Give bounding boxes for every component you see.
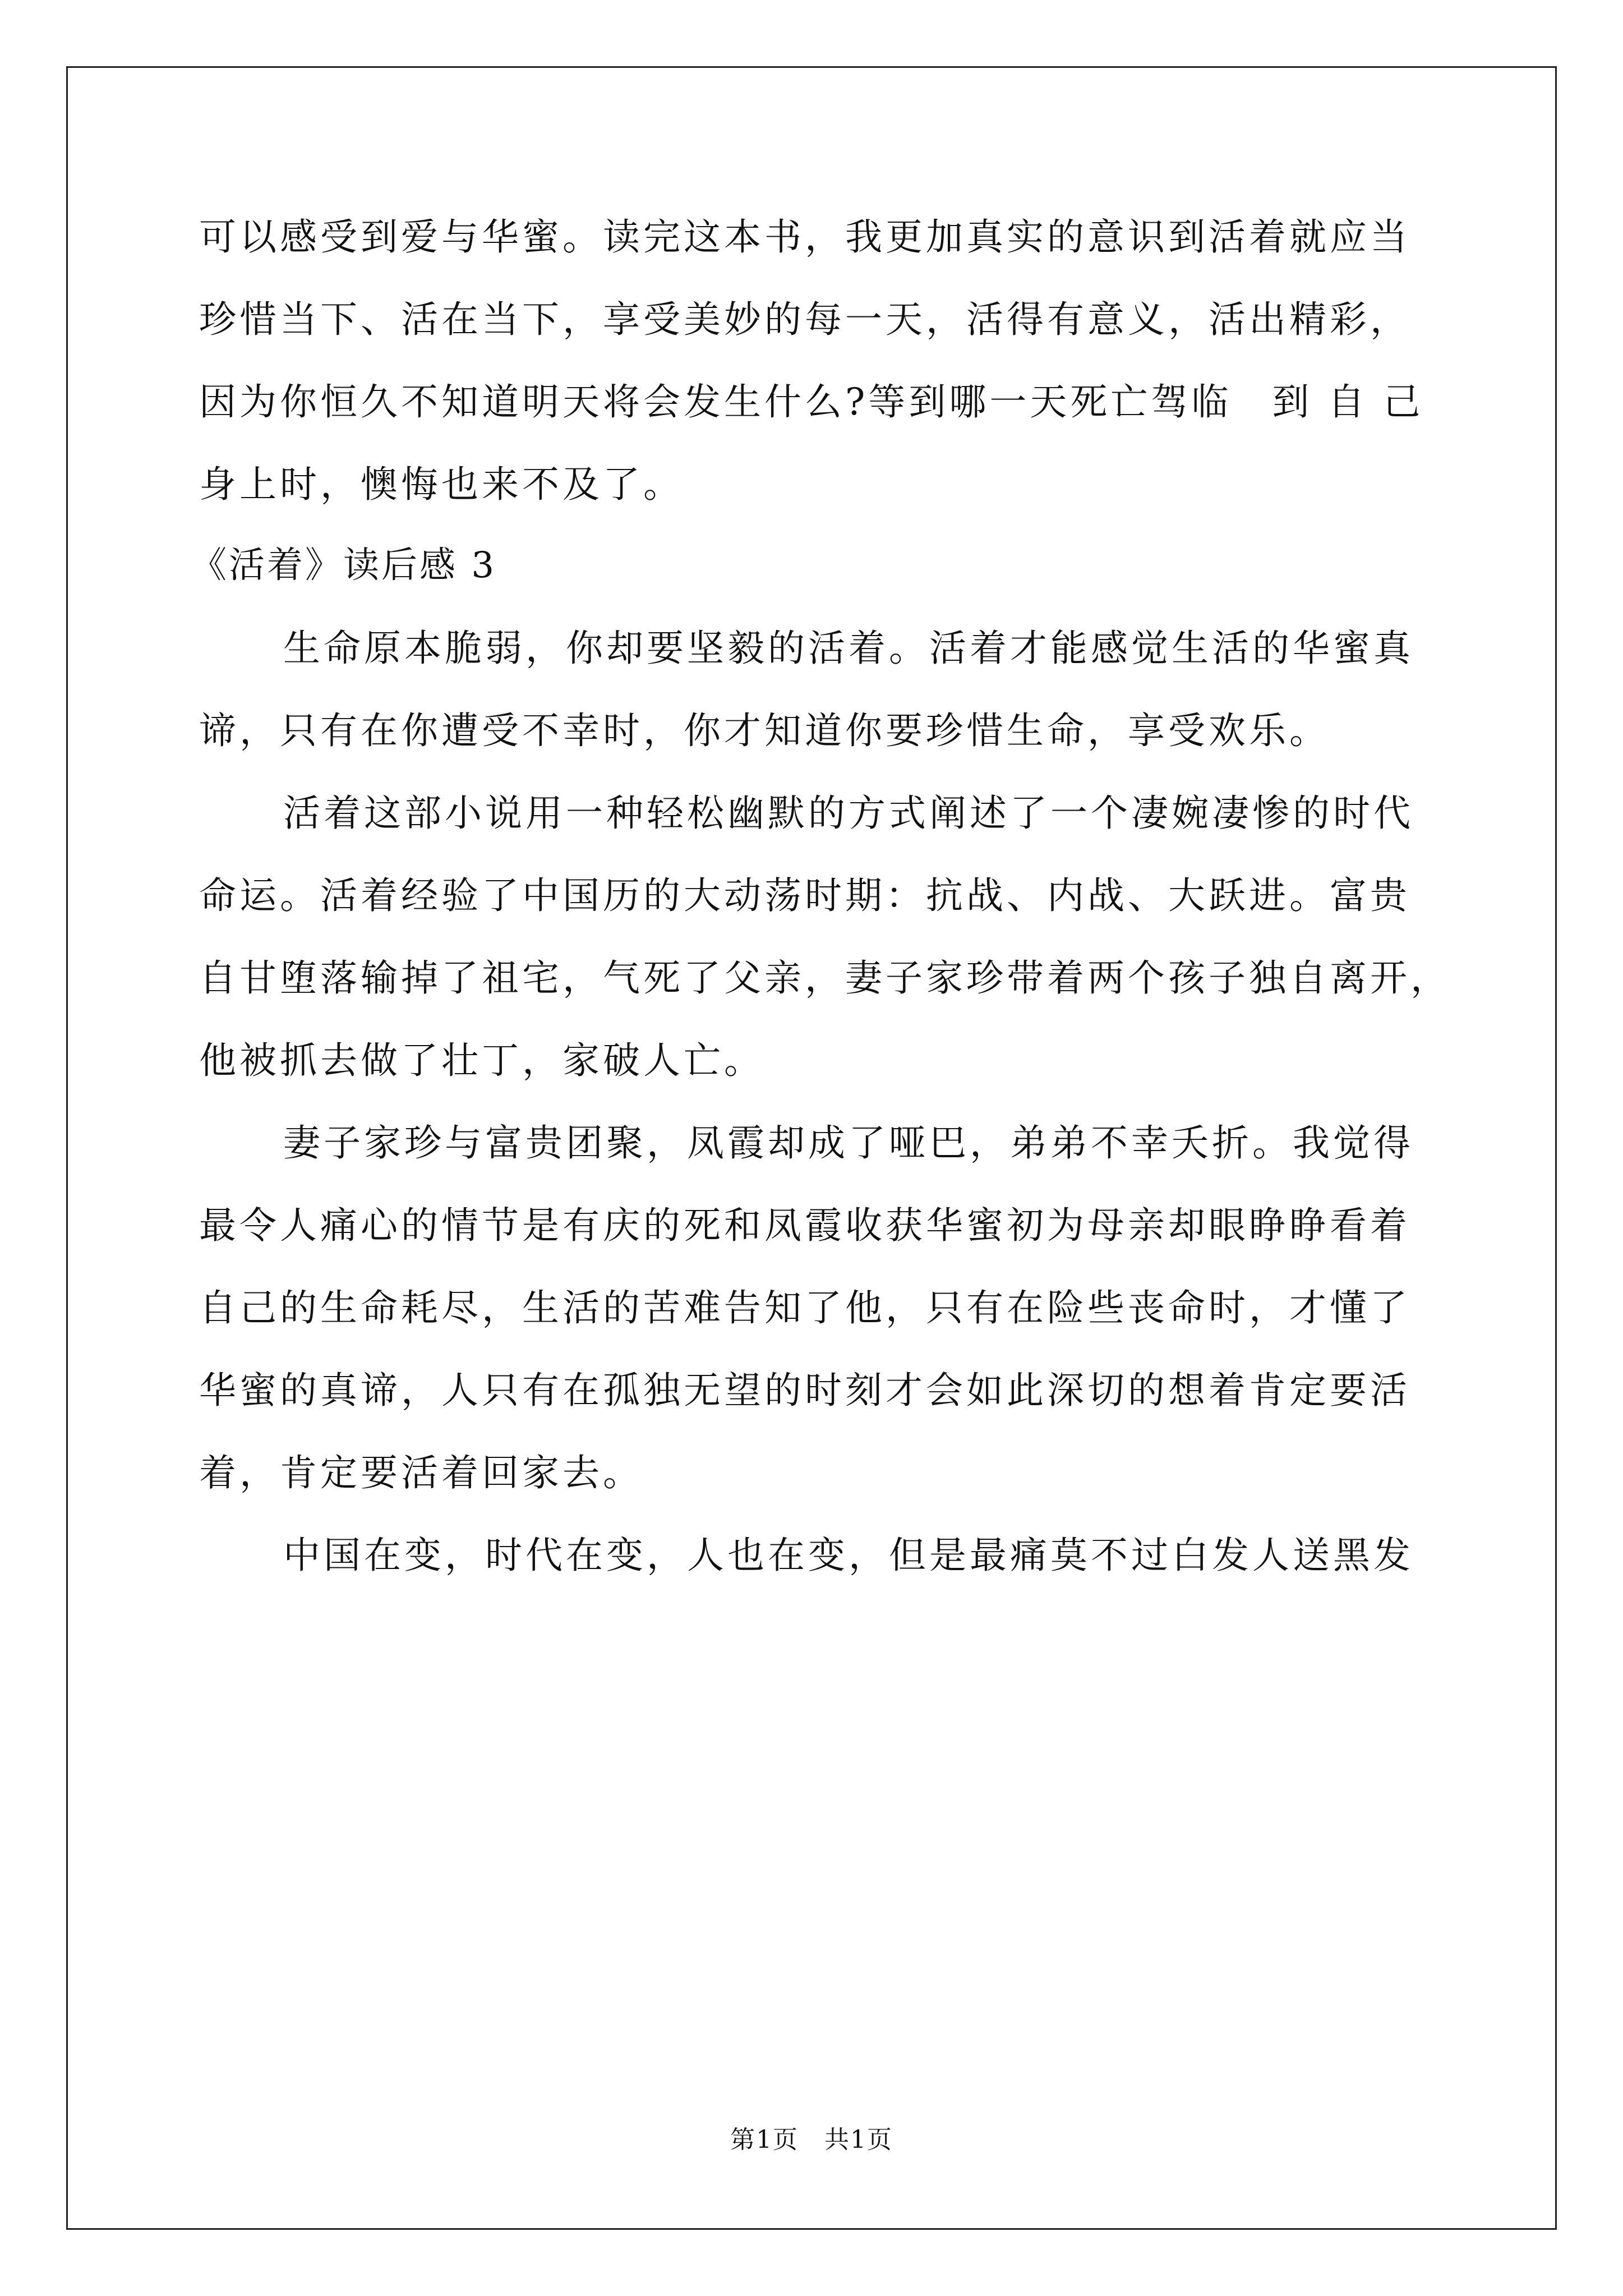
text-line: 自甘堕落输掉了祖宅，气死了父亲，妻子家珍带着两个孩子独自离开， (199, 956, 1451, 1000)
text-line: 身上时，懊悔也来不及了。 (199, 463, 684, 506)
text-line: 可以感受到爱与华蜜。读完这本书，我更加真实的意识到活着就应当 (199, 215, 1410, 259)
text-line: 谛，只有在你遭受不幸时，你才知道你要珍惜生命，享受欢乐。 (199, 709, 1330, 752)
text-line: 活着这部小说用一种轻松幽默的方式阐述了一个凄婉凄惨的时代 (283, 792, 1414, 835)
text-line: 妻子家珍与富贵团聚，凤霞却成了哑巴，弟弟不幸夭折。我觉得 (283, 1121, 1414, 1165)
text-line: 着，肯定要活着回家去。 (199, 1451, 643, 1494)
text-line: 珍惜当下、活在当下，享受美妙的每一天，活得有意义，活出精彩， (199, 298, 1410, 341)
section-heading: 《活着》读后感 3 (191, 545, 497, 586)
text-line: 自己的生命耗尽，生活的苦难告知了他，只有在险些丧命时，才懂了 (199, 1286, 1410, 1329)
text-line: 华蜜的真谛，人只有在孤独无望的时刻才会如此深切的想着肯定要活 (199, 1369, 1410, 1412)
text-line: 命运。活着经验了中国历的大动荡时期：抗战、内战、大跃进。富贵 (199, 874, 1410, 917)
page-number-footer: 第1页 共1页 (730, 2125, 893, 2154)
text-line: 因为你恒久不知道明天将会发生什么?等到哪一天死亡驾临 到 自 己 (199, 380, 1424, 424)
text-line: 生命原本脆弱，你却要坚毅的活着。活着才能感觉生活的华蜜真 (283, 627, 1414, 670)
text-line: 他被抓去做了壮丁，家破人亡。 (199, 1039, 764, 1082)
text-line: 中国在变，时代在变，人也在变，但是最痛莫不过白发人送黑发 (283, 1534, 1414, 1577)
text-line: 最令人痛心的情节是有庆的死和凤霞收获华蜜初为母亲却眼睁睁看着 (199, 1204, 1410, 1247)
